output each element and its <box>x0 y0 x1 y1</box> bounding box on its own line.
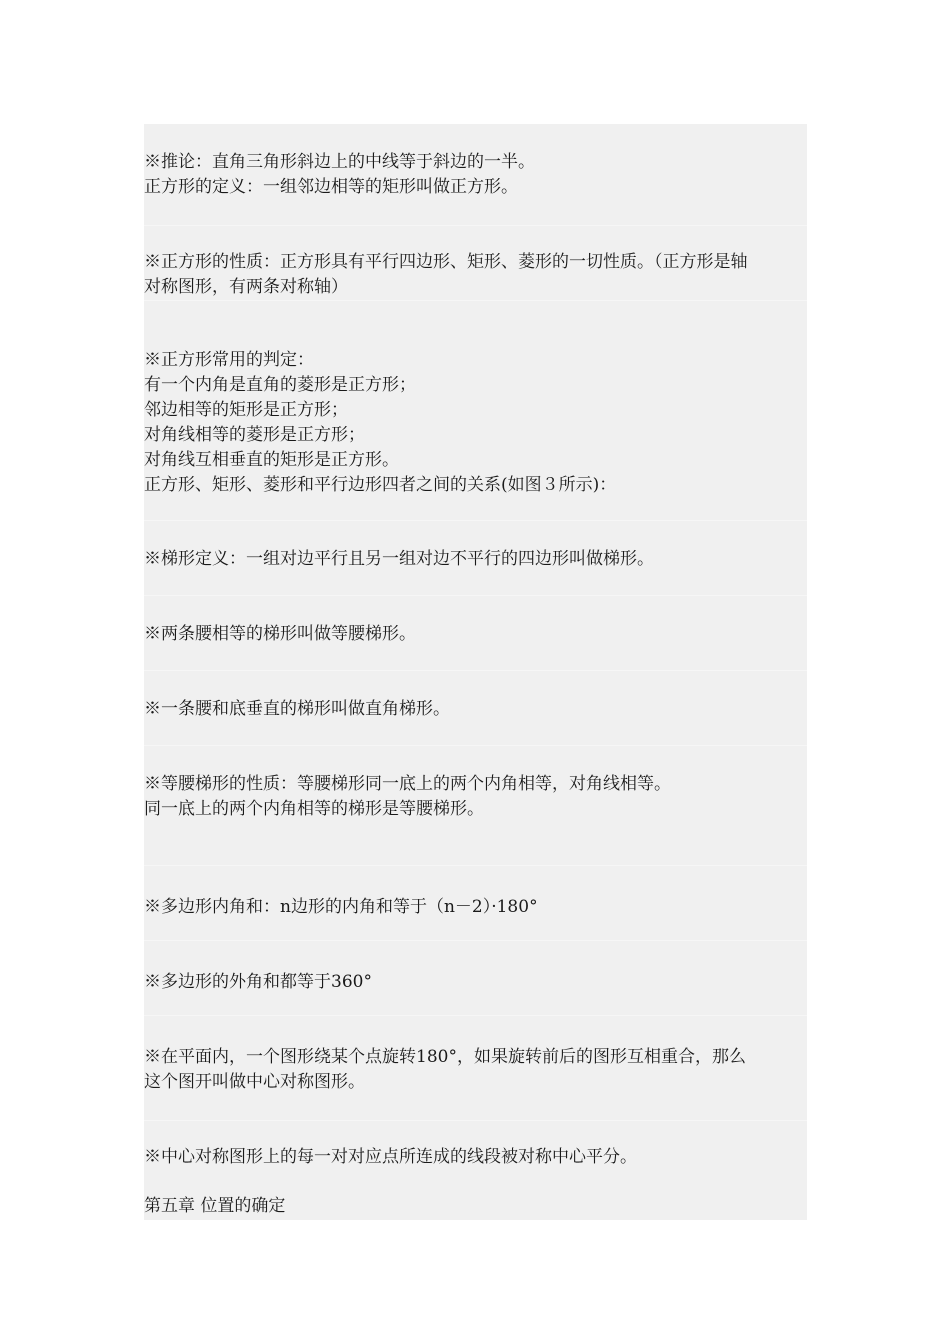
text-line: ※等腰梯形的性质：等腰梯形同一底上的两个内角相等，对角线相等。 <box>144 774 671 794</box>
text-line: 对角线互相垂直的矩形是正方形。 <box>144 450 399 470</box>
text-line: 这个图开叫做中心对称图形。 <box>144 1072 365 1092</box>
text-line: 正方形的定义：一组邻边相等的矩形叫做正方形。 <box>144 177 518 197</box>
text-line: ※推论：直角三角形斜边上的中线等于斜边的一半。 <box>144 152 535 172</box>
text-line: 对称图形，有两条对称轴） <box>144 277 348 297</box>
chapter-heading: 第五章 位置的确定 <box>144 1196 286 1216</box>
separator <box>144 670 807 671</box>
text-line: 同一底上的两个内角相等的梯形是等腰梯形。 <box>144 799 484 819</box>
separator <box>144 1015 807 1016</box>
text-line: ※正方形的性质：正方形具有平行四边形、矩形、菱形的一切性质。（正方形是轴 <box>144 252 748 272</box>
text-line: ※在平面内，一个图形绕某个点旋转180°，如果旋转前后的图形互相重合，那么 <box>144 1047 746 1067</box>
text-line: 有一个内角是直角的菱形是正方形； <box>144 375 416 395</box>
text-line: ※多边形的外角和都等于360° <box>144 972 372 992</box>
text-line: ※梯形定义：一组对边平行且另一组对边不平行的四边形叫做梯形。 <box>144 549 654 569</box>
text-line: 对角线相等的菱形是正方形； <box>144 425 365 445</box>
text-line: ※中心对称图形上的每一对对应点所连成的线段被对称中心平分。 <box>144 1147 637 1167</box>
separator <box>144 225 807 226</box>
separator <box>144 745 807 746</box>
separator <box>144 940 807 941</box>
text-line: ※一条腰和底垂直的梯形叫做直角梯形。 <box>144 699 450 719</box>
separator <box>144 595 807 596</box>
text-line: ※正方形常用的判定： <box>144 350 314 370</box>
text-line: ※两条腰相等的梯形叫做等腰梯形。 <box>144 624 416 644</box>
separator <box>144 300 807 301</box>
text-line: 邻边相等的矩形是正方形； <box>144 400 348 420</box>
separator <box>144 1120 807 1121</box>
separator <box>144 520 807 521</box>
text-line: 正方形、矩形、菱形和平行边形四者之间的关系(如图３所示)： <box>144 475 617 495</box>
text-line: ※多边形内角和：n边形的内角和等于（n－2）·180° <box>144 897 538 917</box>
separator <box>144 865 807 866</box>
